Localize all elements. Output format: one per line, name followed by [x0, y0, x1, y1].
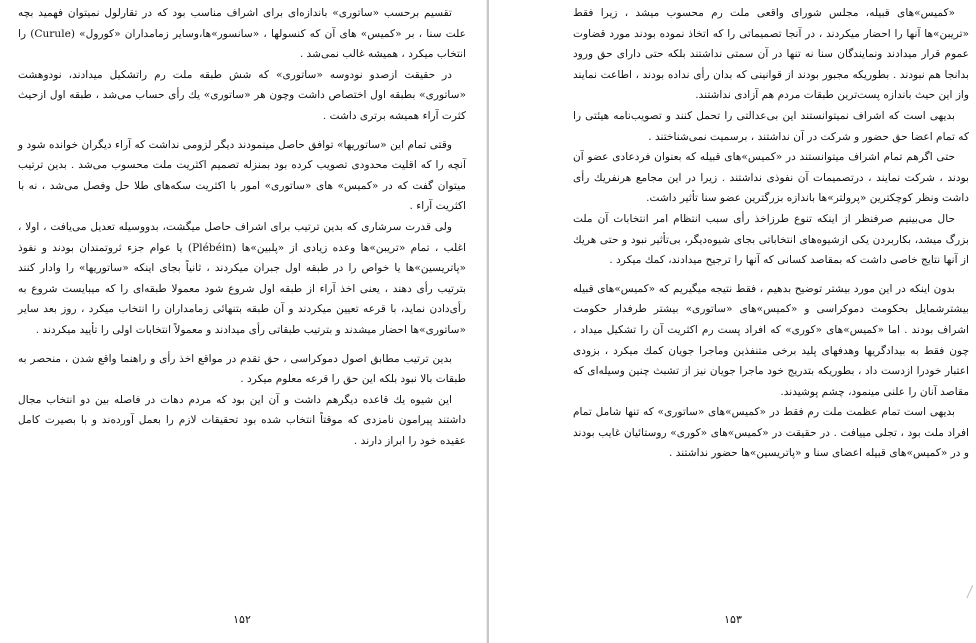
left-page-text [18, 3, 466, 451]
paragraph: وقتی تمام این «ساتوریها» توافق حاصل مینمودند دیگر لزومی نداشت که آراء دیگران خوانده شود و آنچه را که اقلیت محدودی تصویب کرده بود بمنزله تصمیم اکثریت ملت محسوب می‌شد . بدین ترتیب میتوان گفت که در «کمیس» های «ساتوری» امور با اکثریت سکه‌های طلا حل وفصل می‌شد ، نه با اکثریت آراء . [18, 138, 466, 213]
left-page [0, 0, 487, 643]
paragraph: بدیهی است تمام عظمت ملت رم فقط در «کمیس»های «ساتوری» که تنها شامل تمام افراد ملت بود ، تجلی مییافت . در حقیقت در «کمیس»های «کوری» روستائیان غایب بودند و در «کمیس»های قبیله اعضای سنا و «پاتریسین»ها حضور نداشتند . [573, 406, 969, 460]
paragraph: حال می‌بینیم صرفنظر از اینکه تنوع طرزاخذ رأی سبب انتظام امر انتخابات آن ملت بزرگ میشد، بکاربردن یکی ازشیوه‌های انتخاباتی بجای شیوه‌دیگر، بی‌تأثیر نبود و حتی هریك از آنها نتایج خاصی داشت که بمقاصد کسانی که آنها را ترجیح میدادند، کمك میکرد . [573, 212, 969, 267]
paragraph: ولی قدرت سرشاری که بدین ترتیب برای اشراف حاصل میگشت، بدووسیله تعدیل می‌یافت ، اولا ، اغلب ، تمام «تریبن»ها وعده زیادی از «پلبین»ها (Plébéin) یا عوام جزء ثروتمندان بودند و نفوذ «پاتریسین»ها یا خواص را در طبقه اول جبران میکردند ، ثانیاً بجای اینکه «ساتوریها» را وادار کنند بترتیب رأی دهند ، یعنی اخذ آراء از طبقه اول شروع شود معمولا طبقه‌ای را که میبایست شروع به رأی‌دادن نماید، با قرعه تعیین میکردند و آن طبقه بتنهائی زمامداران را انتخاب میکرد ، روز بعد سایر «ساتوری»ها احضار میشدند و بترتیب طبقاتی رأی میدادند و معمولاً انتخابات اولی را تأیید میکردند . [18, 220, 466, 336]
paragraph: بدون اینکه در این مورد بیشتر توضیح بدهیم ، فقط نتیجه میگیریم که «کمیس»های قبیله بیشترشمایل بحکومت دموکراسی و «کمیس»های «ساتوری» بیشتر طرفدار حکومت اشراف بودند . اما «کمیس»های «کوری» که افراد پست رم اکثریت آن را تشکیل میداد ، چون فقط به بیدادگریها وهدفهای پلید برخی متنفذین وماجرا جویان کمك میکرد ، بزودی اعتبار خودرا ازدست داد ، بطوریکه بتدریج خود ماجرا جویان نیز از تشبث چنین وسیله‌ای که مقاصد آنان را علنی مینمود، چشم پوشیدند. [573, 282, 969, 398]
right-page-text [573, 3, 969, 464]
paragraph: بدین ترتیب مطابق اصول دموکراسی ، حق تقدم در مواقع اخذ رأی و راهنما واقع شدن ، منحصر به طبقات بالا نبود بلکه این حق را قرعه معلوم میکرد . [18, 352, 466, 386]
paragraph: در حقیقت ازصدو نودوسه «ساتوری» که شش طبقه ملت رم راتشکیل میدادند، نودوهشت «ساتوری» بطبقه اول اختصاص داشت وچون هر «ساتوری» یك رأی حساب می‌شد ، طبقه اول ازحیث کثرت آراء همیشه برتری داشت . [18, 68, 466, 122]
paragraph: تقسیم برحسب «ساتوری» باندازه‌ای برای اشراف مناسب بود که در تقارلول نمیتوان فهمید بچه علت سنا ، بر «کمیس» های آن که کنسولها ، «سانسور»ها،وسایر زمامداران «کورول» (Curule) را انتخاب میکرد ، همیشه غالب نمی‌شد . [18, 7, 466, 61]
page-number: ۱۵۳ [724, 613, 742, 626]
page-number: ۱۵۲ [233, 613, 251, 626]
right-page [489, 0, 976, 643]
paragraph: بدیهی است که اشراف نمیتوانستند این بی‌عدالتی را تحمل کنند و تصویب‌نامه هیئتی را که تمام اعضا حق حضور و شرکت در آن نداشتند ، برسمیت نمی‌شناختند . [573, 109, 969, 143]
paragraph: این شیوه یك قاعده دیگرهم داشت و آن این بود که مردم دهات در فاصله بین دو انتخاب مجال داشتند پیرامون نامزدی که موقتاً انتخاب شده بود تحقیقات لازم را بعمل آورده‌ند و با بصیرت کامل عقیده خود را ابراز دارند . [18, 393, 466, 447]
paragraph: حتی اگرهم تمام اشراف میتوانستند در «کمیس»های قبیله که بعنوان فردعادی عضو آن بودند ، شرکت نمایند ، درتصمیمات آن نفوذی نداشتند . زیرا در این مجامع هرنفریك رأی داشت ونظر کوچکترین «پرولتر»ها باندازه بزرگترین عضو سنا تأثیر داشت. [573, 151, 969, 205]
paragraph: «کمیس»های قبیله، مجلس شورای واقعی ملت رم محسوب میشد ، زیرا فقط «تریبن»ها آنها را احضار میکردند ، در آنجا تصمیماتی را که اتخاذ نموده بودند مورد قضاوت عموم قرار میدادند ونمایندگان سنا نه تنها در آن سمتی نداشتند بلکه حتی دارای حق ورود بدانجا هم نبودند . بطوریکه مجبور بودند از قوانینی که بدان رأی نداده بودند ، اطاعت نمایند واز این حیث باندازه پست‌ترین طبقات مردم هم آزادی نداشتند. [573, 7, 969, 102]
